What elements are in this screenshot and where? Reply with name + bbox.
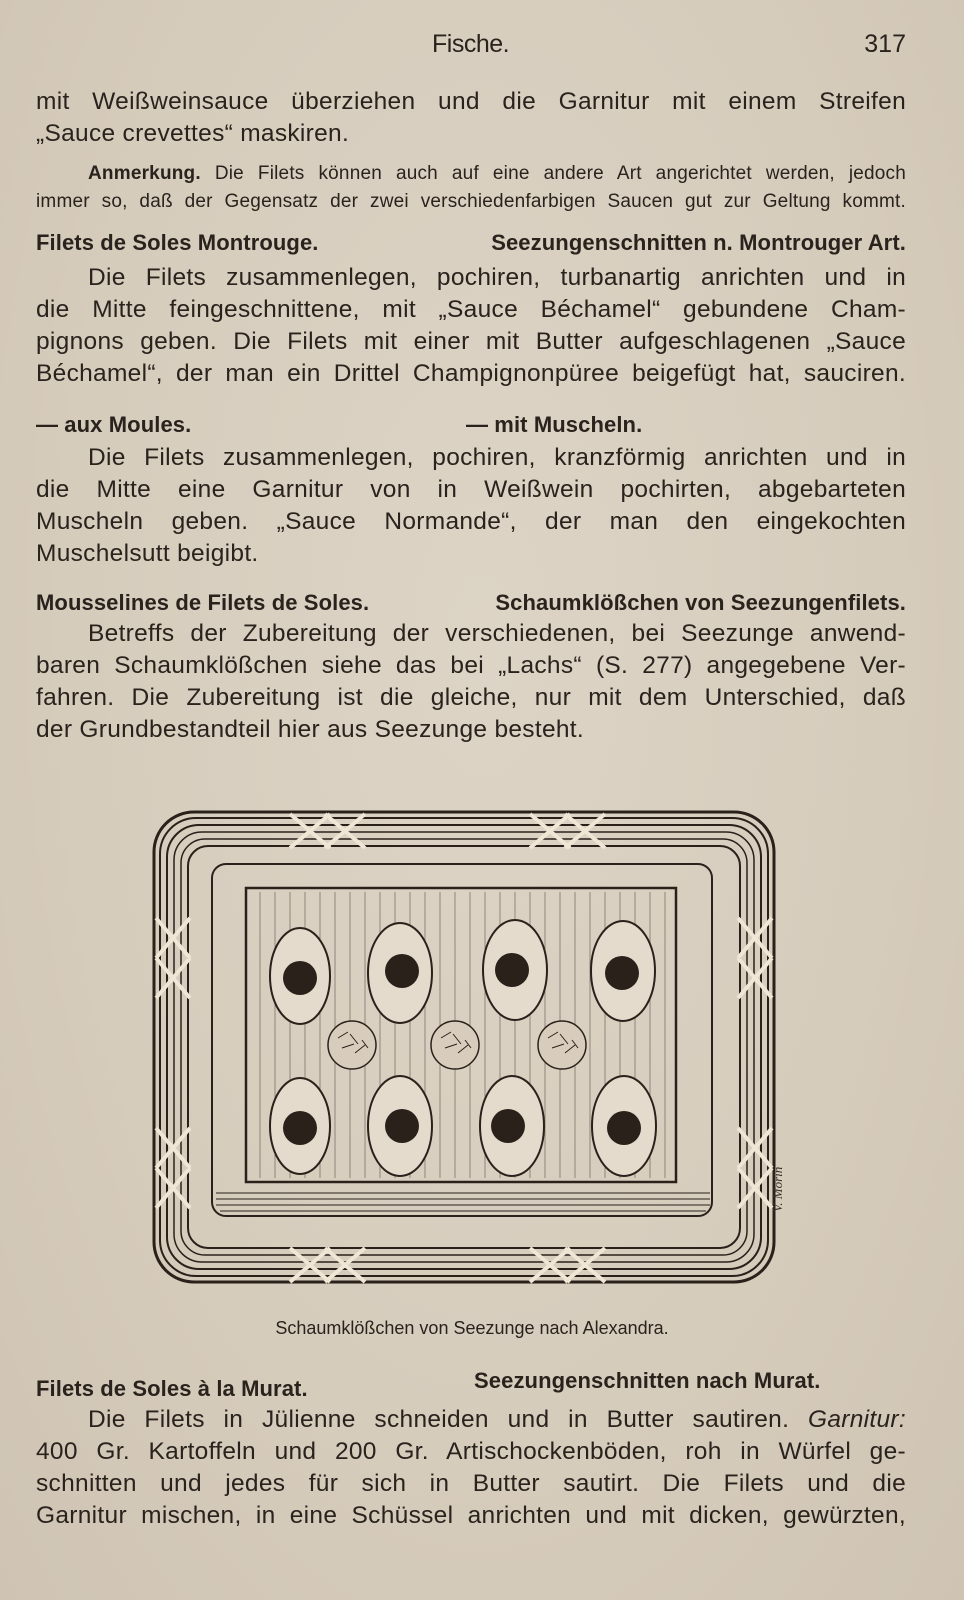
body-line: Betreffs der Zubereitung der verschiedenen, bei Seezunge anwend- <box>88 620 906 647</box>
artist-signature: V. Morin <box>770 1166 785 1212</box>
body-line: die Mitte eine Garnitur von in Weißwein pochirten, abgebarteten <box>36 476 906 503</box>
body-line: Muscheln geben. „Sauce Normande“, der man den eingekochten <box>36 508 906 535</box>
recipe-title-de: Seezungenschnitten n. Montrouger Art. <box>491 230 906 255</box>
recipe-title-de: Seezungenschnitten nach Murat. <box>474 1368 821 1393</box>
body-line: 400 Gr. Kartoffeln und 200 Gr. Artischockenböden, roh in Würfel ge- <box>36 1438 906 1465</box>
running-head <box>0 30 964 64</box>
body-line: Muschelsutt beigibt. <box>36 540 259 567</box>
body-line: „Sauce crevettes“ maskiren. <box>36 120 350 147</box>
body-line: pignons geben. Die Filets mit einer mit Butter aufgeschlagenen „Sauce <box>36 328 906 355</box>
body-line: mit Weißweinsauce überziehen und die Garnitur mit einem Streifen <box>36 88 906 115</box>
garnish-label: Garnitur: <box>807 1406 906 1433</box>
page-number: 317 <box>864 30 906 58</box>
body-line: fahren. Die Zubereitung ist die gleiche, nur mit dem Unterschied, daß <box>36 684 906 711</box>
body-line: baren Schaumklößchen siehe das bei „Lachs“ (S. 277) angegebene Ver- <box>36 652 906 679</box>
recipe-title-fr: — aux Moules. <box>36 412 192 437</box>
note-text: Die Filets können auch auf eine andere Art angerichtet werden, jedoch <box>214 163 907 184</box>
section-title: Fische. <box>432 30 510 58</box>
figure-caption: Schaumklößchen von Seezunge nach Alexandra. <box>275 1318 669 1338</box>
body-line: Die Filets zusammenlegen, pochiren, turbanartig anrichten und in <box>88 264 906 291</box>
note-label: Anmerkung. <box>88 163 201 184</box>
body-line: Béchamel“, der man ein Drittel Champignonpüree beigefügt hat, sauciren. <box>36 360 906 387</box>
body-line: der Grundbestandteil hier aus Seezunge besteht. <box>36 716 585 743</box>
recipe-title-fr: Mousselines de Filets de Soles. <box>36 590 370 615</box>
body-line: Die Filets zusammenlegen, pochiren, kranzförmig anrichten und in <box>88 444 906 471</box>
recipe-title-fr: Filets de Soles à la Murat. <box>36 1376 308 1401</box>
body-line <box>36 1404 906 1436</box>
recipe-title-fr: Filets de Soles Montrouge. <box>36 230 319 255</box>
platter-illustration <box>150 808 782 1294</box>
body-line: die Mitte feingeschnittene, mit „Sauce Béchamel“ gebundene Cham- <box>36 296 906 323</box>
note-line: immer so, daß der Gegensatz der zwei verschiedenfarbigen Saucen gut zur Geltung kommt. <box>36 191 906 212</box>
body-line: schnitten und jedes für sich in Butter sautirt. Die Filets und die <box>36 1470 906 1497</box>
body-text: Die Filets in Jülienne schneiden und in Butter sautiren. <box>88 1406 790 1433</box>
body-line: Garnitur mischen, in eine Schüssel anrichten und mit dicken, gewürzten, <box>36 1502 906 1529</box>
recipe-title-de: — mit Muscheln. <box>466 412 643 437</box>
recipe-title-de: Schaumklößchen von Seezungenfilets. <box>495 590 906 615</box>
